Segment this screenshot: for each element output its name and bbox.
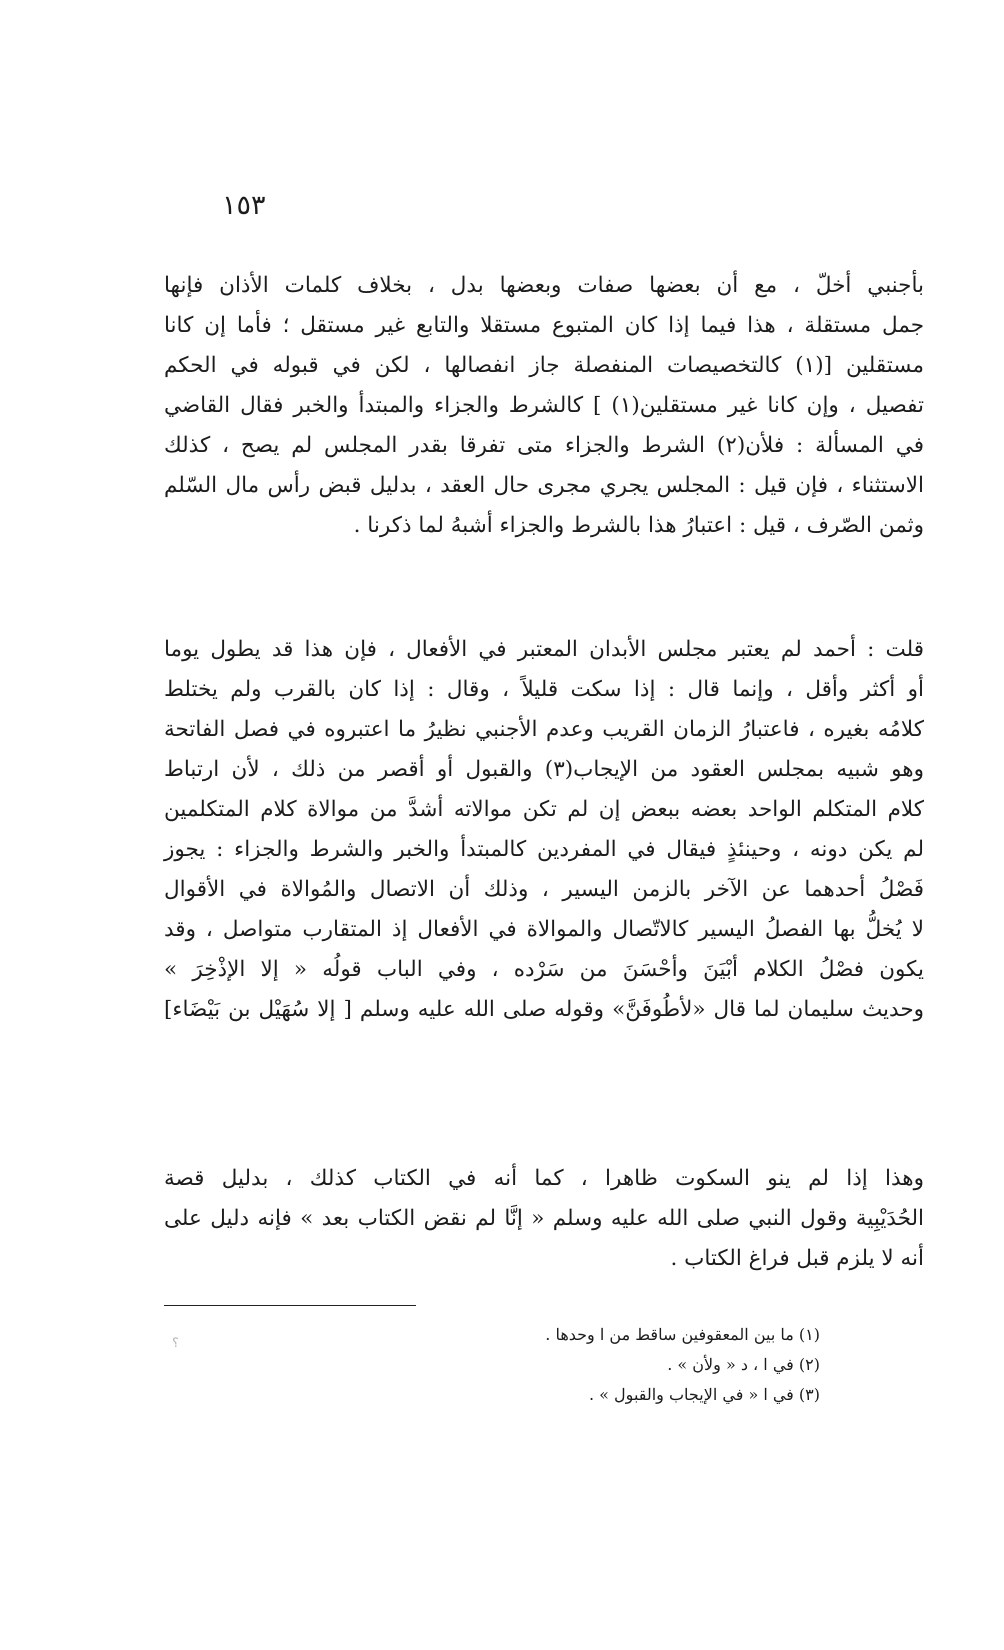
text-line: كلام المتكلم الواحد بعضه ببعض إن لم تكن موالاته أشدَّ من موالاة كلام المتكلمين — [164, 797, 924, 822]
text-line: الحُدَيْبِية وقول النبي صلى الله عليه وسلم « إنَّا لم نقض الكتاب بعد » فإنه دليل على — [164, 1206, 924, 1231]
footnote: (١) ما بين المعقوفين ساقط من ا وحدها . — [545, 1325, 820, 1344]
text-line: أو أكثر وأقل ، وإنما قال : إذا سكت قليلاً ، وقال : إذا كان بالقرب ولم يختلط — [164, 677, 924, 702]
text-line: مستقلين [(١) كالتخصيصات المنفصلة جاز انفصالها ، لكن في قبوله في الحكم — [164, 353, 924, 378]
footnotes — [545, 1320, 820, 1410]
text-line: فَصْلُ أحدهما عن الآخر بالزمن اليسير ، وذلك أن الاتصال والمُوالاة في الأقوال — [164, 877, 924, 902]
footnote: (٢) في ا ، د « ولأن » . — [667, 1355, 820, 1374]
text-line: الاستثناء ، فإن قيل : المجلس يجري مجرى حال العقد ، بدليل قبض رأس مال السّلم — [164, 473, 924, 498]
text-line: بأجنبي أخلّ ، مع أن بعضها صفات وبعضها بدل ، بخلاف كلمات الأذان فإنها — [164, 273, 924, 298]
footnote: (٣) في ا « في الإيجاب والقبول » . — [589, 1385, 820, 1404]
text-line: جمل مستقلة ، هذا فيما إذا كان المتبوع مستقلا والتابع غير مستقل ؛ فأما إن كانا — [164, 313, 924, 338]
text-line: يكون فصْلُ الكلام أبْيَنَ وأحْسَنَ من سَرْده ، وفي الباب قولُه « إلا الإذْخِرَ » — [164, 957, 924, 982]
paragraph-3 — [164, 1159, 924, 1279]
text-line: لم يكن دونه ، وحينئذٍ فيقال في المفردين كالمبتدأ والخبر والشرط والجزاء : يجوز — [164, 837, 924, 862]
text-line: وحديث سليمان لما قال «لأطُوفَنَّ» وقوله صلى الله عليه وسلم [ إلا سُهَيْل بن بَيْضَاء] — [164, 997, 924, 1022]
text-line: تفصيل ، وإن كانا غير مستقلين(١) ] كالشرط والجزاء والمبتدأ والخبر فقال القاضي — [164, 393, 924, 418]
text-line: وهذا إذا لم ينو السكوت ظاهرا ، كما أنه في الكتاب كذلك ، بدليل قصة — [164, 1166, 924, 1191]
text-line: أنه لا يلزم قبل فراغ الكتاب . — [670, 1246, 924, 1271]
text-line: كلامُه بغيره ، فاعتبارُ الزمان القريب وعدم الأجنبي نظيرُ ما اعتبروه في فصل الفاتحة — [164, 717, 924, 742]
text-line: قلت : أحمد لم يعتبر مجلس الأبدان المعتبر في الأفعال ، فإن هذا قد يطول يوما — [164, 637, 924, 662]
text-line: لا يُخلُّ بها الفصلُ اليسير كالاتّصال والموالاة في الأفعال إذ المتقارب متواصل ، وقد — [164, 917, 924, 942]
page-number: ١٥٣ — [222, 190, 266, 221]
paragraph-1 — [164, 266, 924, 546]
text-line: وثمن الصّرف ، قيل : اعتبارُ هذا بالشرط والجزاء أشبهُ لما ذكرنا . — [353, 513, 924, 538]
text-line: في المسألة : فلأن(٢) الشرط والجزاء متى تفرقا بقدر المجلس لم يصح ، كذلك — [164, 433, 924, 458]
text-line: وهو شبيه بمجلس العقود من الإيجاب(٣) والقبول أو أقصر من ذلك ، لأن ارتباط — [164, 757, 924, 782]
paragraph-2 — [164, 630, 924, 1030]
footnote-divider — [164, 1305, 416, 1306]
margin-mark: ؟ — [172, 1336, 179, 1351]
